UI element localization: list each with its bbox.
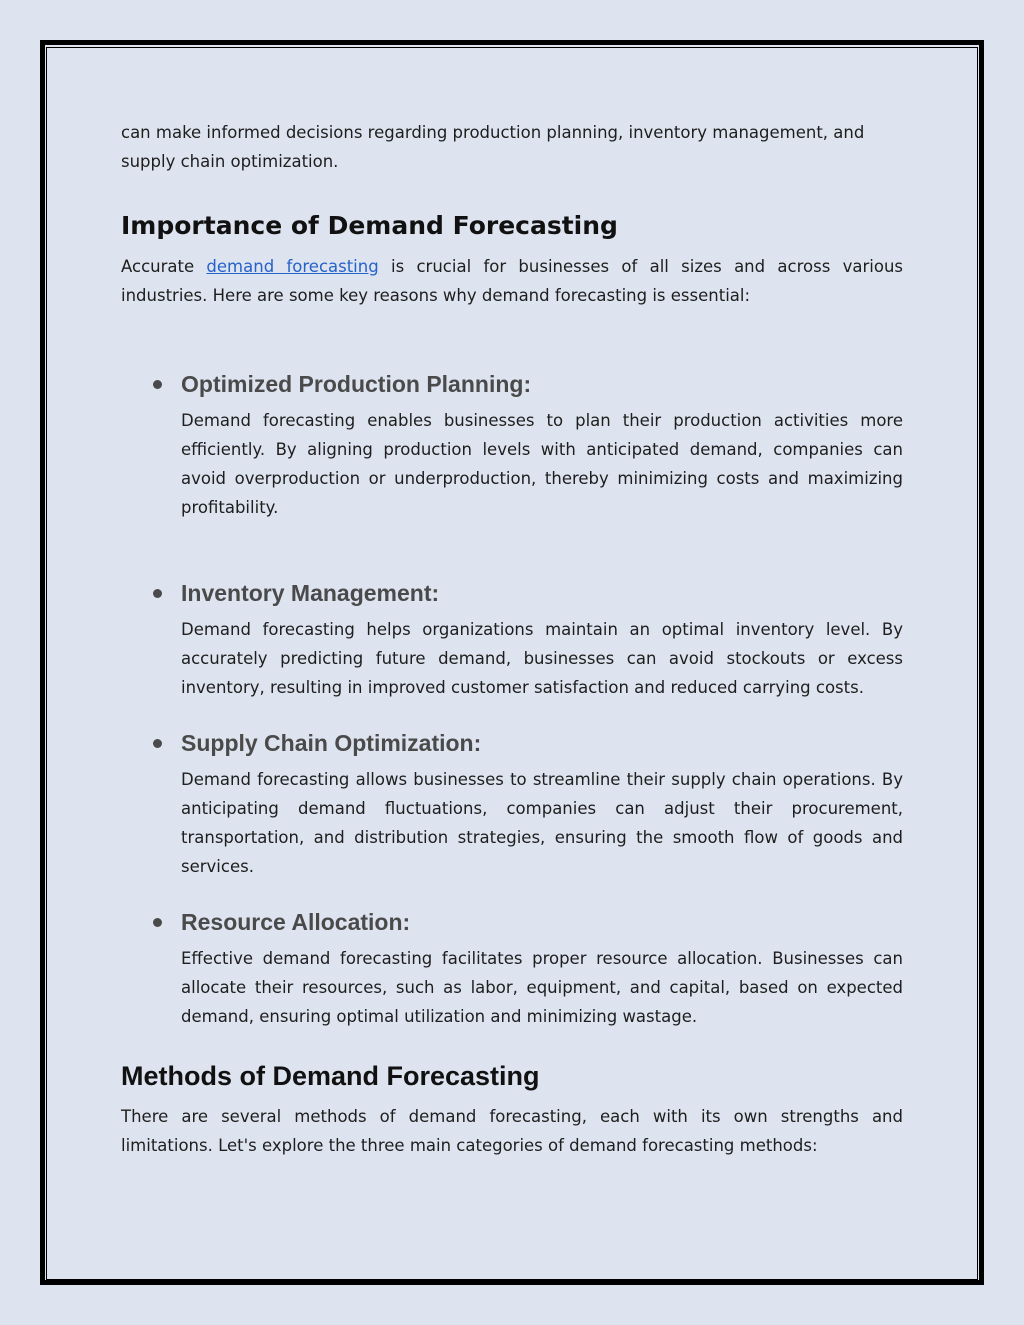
document-content [121,118,903,1160]
reason-title: Inventory Management: [181,580,440,606]
demand-forecasting-link[interactable]: demand forecasting [206,257,379,276]
methods-paragraph: There are several methods of demand forecasting, each with its own strengths and limitations. Let's explore the three main categories of demand forecasting methods: [121,1107,903,1155]
list-item [121,367,903,522]
reason-title: Resource Allocation: [181,909,411,935]
importance-para-suffix: is crucial for businesses of all sizes and across various industries. Here are some key reasons why demand forecasting is essential: [121,257,903,305]
list-item [121,726,903,881]
reasons-list [121,367,903,1031]
list-item [121,576,903,702]
bullet-icon [153,380,162,389]
bullet-icon [153,739,162,748]
reason-title: Supply Chain Optimization: [181,730,482,756]
intro-continuation: can make informed decisions regarding production planning, inventory management, and supply chain optimization. [121,123,865,171]
importance-para-prefix: Accurate [121,257,207,276]
reason-text: Demand forecasting enables businesses to plan their production activities more efficiently. By aligning production levels with anticipated demand, companies can avoid overproduction or underproduction, thereby minimizing costs and maximizing profitability. [181,411,903,517]
importance-paragraph [121,252,903,310]
bullet-icon [153,589,162,598]
reason-text: Effective demand forecasting facilitates proper resource allocation. Businesses can allocate their resources, such as labor, equipment, and capital, based on expected demand, ensuring optimal utilization and minimizing wastage. [181,949,903,1026]
importance-heading: Importance of Demand Forecasting [121,211,618,240]
reason-text: Demand forecasting helps organizations maintain an optimal inventory level. By accurately predicting future demand, businesses can avoid stockouts or excess inventory, resulting in improved customer satisfaction and reduced carrying costs. [181,620,903,697]
list-item [121,905,903,1031]
reason-text: Demand forecasting allows businesses to streamline their supply chain operations. By anticipating demand fluctuations, companies can adjust their procurement, transportation, and distribution strategies, ensuring the smooth flow of goods and services. [181,770,903,876]
bullet-icon [153,918,162,927]
reason-title: Optimized Production Planning: [181,371,532,397]
methods-heading: Methods of Demand Forecasting [121,1061,540,1091]
